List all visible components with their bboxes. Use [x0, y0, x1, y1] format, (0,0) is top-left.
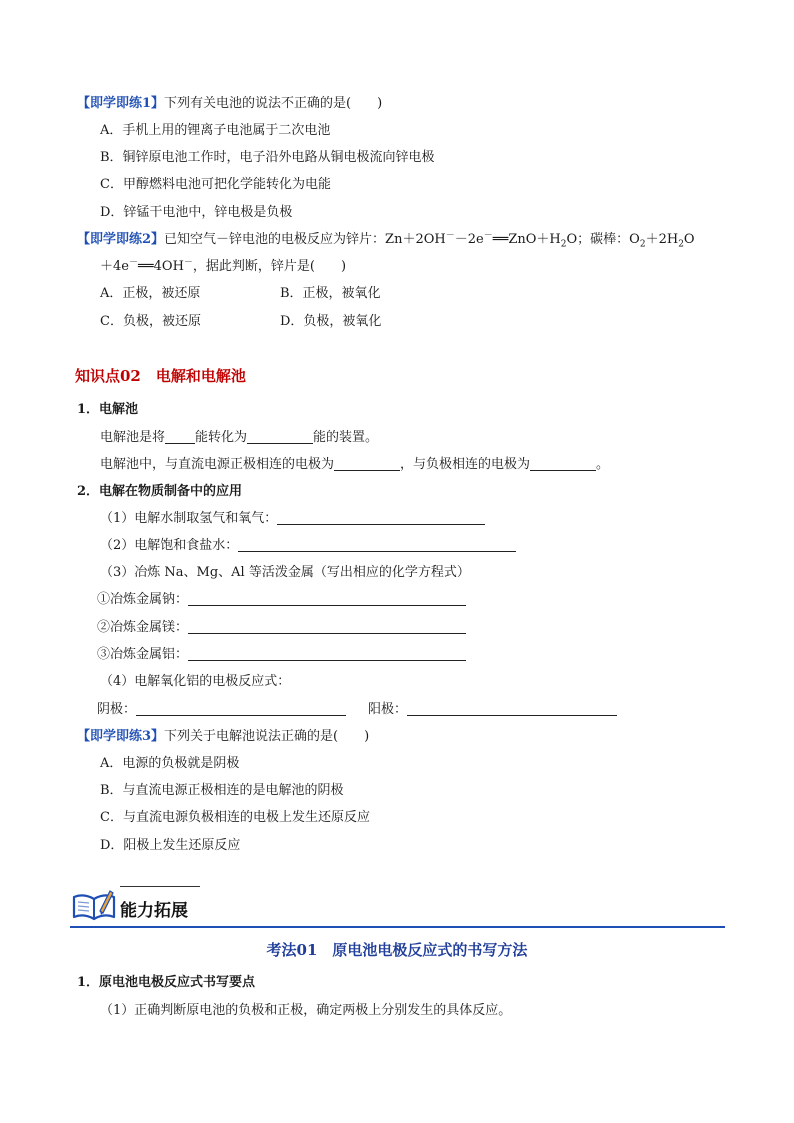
exercise-3-option-b: B．与直流电源正极相连的是电解池的阴极 — [100, 783, 344, 798]
exercise-2-option-b: B．正极，被氧化 — [280, 286, 381, 301]
equation-part: ══ZnO＋H — [492, 232, 561, 247]
blank-field[interactable] — [407, 701, 617, 716]
text: 能转化为 — [195, 430, 248, 445]
equation-part: ＋4e — [100, 259, 129, 274]
text: （1）电解水制取氢气和氧气： — [100, 511, 278, 526]
exercise-2-option-c: C．负极，被还原 — [100, 314, 201, 329]
equation-part: O；碳棒：O — [566, 232, 640, 247]
exercise-2-options-row1 — [100, 284, 381, 304]
text: 。 — [596, 457, 610, 472]
exercise-3-option-a: A．电源的负极就是阴极 — [100, 756, 240, 771]
blank-field[interactable] — [188, 619, 466, 634]
text: 能的装置。 — [313, 430, 379, 445]
exercise-1-option-a: A．手机上用的锂离子电池属于二次电池 — [100, 123, 331, 138]
exercise-2-question-line2 — [100, 257, 346, 277]
fill-in-sentence-1 — [100, 428, 378, 448]
text: （2）电解饱和食盐水： — [100, 538, 239, 553]
method-01-point-1: （1）正确判断原电池的负极和正极，确定两极上分别发生的具体反应。 — [100, 1003, 512, 1018]
exercise-2-question-line1 — [77, 230, 695, 250]
question-text: 下列有关电池的说法不正确的是( ) — [164, 96, 383, 111]
superscript: － — [483, 230, 493, 241]
text: 电解池中，与直流电源正极相连的电极为 — [100, 457, 335, 472]
item-alumina-electrolysis: （4）电解氧化铝的电极反应式： — [100, 674, 291, 689]
banner-bottom-rule — [70, 926, 725, 928]
equation-part: ＋2H — [645, 232, 679, 247]
heading-electrolytic-cell: 1．电解池 — [77, 402, 139, 417]
exercise-1-option-b: B．铜锌原电池工作时，电子沿外电路从铜电极流向锌电极 — [100, 150, 435, 165]
subscript: 2 — [678, 239, 684, 250]
text: ，与负极相连的电极为 — [400, 457, 531, 472]
anode-label: 阳极： — [368, 702, 408, 717]
exercise-1-option-c: C．甲醇燃料电池可把化学能转化为电能 — [100, 177, 331, 192]
banner-title: 能力拓展 — [120, 901, 188, 921]
banner-top-rule — [120, 886, 200, 887]
exercise-tag: 【即学即练3】 — [77, 729, 165, 744]
text: ②冶炼金属镁： — [97, 620, 189, 635]
blank-field[interactable] — [188, 646, 466, 661]
blank-field[interactable] — [136, 701, 346, 716]
blank-field[interactable] — [165, 429, 195, 444]
exercise-2-option-d: D．负极，被氧化 — [280, 314, 382, 329]
item-water-electrolysis — [100, 509, 485, 529]
text: ①冶炼金属钠： — [97, 592, 189, 607]
equation-part: －2e — [454, 232, 484, 247]
method-01-heading: 1．原电池电极反应式书写要点 — [77, 975, 256, 990]
blank-field[interactable] — [530, 456, 596, 471]
method-01-title: 考法01 原电池电极反应式的书写方法 — [266, 941, 528, 959]
blank-field[interactable] — [334, 456, 400, 471]
exercise-2-options-row2 — [100, 312, 381, 332]
exercise-tag: 【即学即练1】 — [77, 96, 165, 111]
book-pen-icon — [70, 887, 118, 927]
blank-field[interactable] — [277, 510, 485, 525]
text: 电解池是将 — [100, 430, 166, 445]
heading-electrolysis-applications: 2．电解在物质制备中的应用 — [77, 484, 243, 499]
sub-item-magnesium — [97, 618, 466, 638]
superscript: － — [128, 257, 138, 268]
blank-field[interactable] — [247, 429, 313, 444]
exercise-3-option-d: D．阳极上发生还原反应 — [100, 838, 241, 853]
subscript: 2 — [560, 239, 567, 250]
cathode-label: 阴极： — [97, 702, 137, 717]
exercise-3-question — [77, 727, 369, 747]
fill-in-sentence-2 — [100, 455, 609, 475]
equation-part: ══4OH — [137, 259, 184, 274]
superscript: － — [183, 257, 193, 268]
section-title-kp02: 知识点02 电解和电解池 — [75, 367, 246, 385]
subscript: 2 — [639, 239, 646, 250]
exercise-1-question — [77, 94, 382, 114]
text: ③冶炼金属铝： — [97, 647, 189, 662]
exercise-2-option-a: A．正极，被还原 — [100, 286, 201, 301]
question-text: 下列关于电解池说法正确的是( ) — [164, 729, 370, 744]
superscript: － — [445, 230, 455, 241]
exercise-3-option-c: C．与直流电源负极相连的电极上发生还原反应 — [100, 810, 370, 825]
sub-item-sodium — [97, 590, 466, 610]
exercise-tag: 【即学即练2】 — [77, 232, 165, 247]
item-brine-electrolysis — [100, 536, 516, 556]
cathode-anode-row — [97, 700, 617, 720]
blank-field[interactable] — [188, 591, 466, 606]
item-smelting-metals: （3）冶炼 Na、Mg、Al 等活泼金属（写出相应的化学方程式） — [100, 565, 470, 580]
equation-part: 已知空气－锌电池的电极反应为锌片：Zn＋2OH — [164, 232, 446, 247]
equation-part: O — [683, 232, 695, 247]
equation-part: ，据此判断，锌片是( ) — [192, 259, 347, 274]
sub-item-aluminum — [97, 645, 466, 665]
exercise-1-option-d: D．锌锰干电池中，锌电极是负极 — [100, 205, 293, 220]
blank-field[interactable] — [238, 537, 516, 552]
section-banner — [70, 882, 725, 930]
